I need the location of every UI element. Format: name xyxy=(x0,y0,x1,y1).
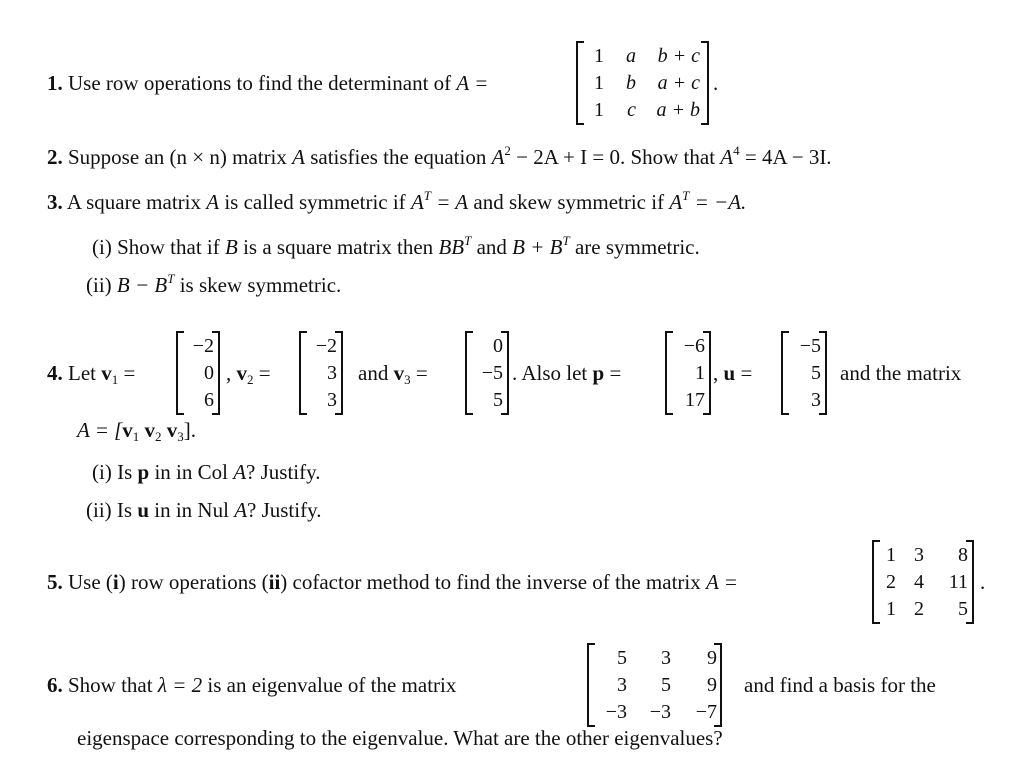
vector-u-symbol: u xyxy=(723,361,736,385)
question-2-eq2-exponent: 4 xyxy=(733,143,740,158)
vector-symbol: v xyxy=(144,418,156,442)
vector-entry: −5 xyxy=(481,362,503,384)
question-2-matrix-symbol: A xyxy=(292,145,305,169)
question-6-text-2: is an eigenvalue of the matrix xyxy=(207,673,457,697)
matrix-cell: 1 xyxy=(594,99,604,121)
question-4-v2-label xyxy=(226,361,271,385)
vector-entry: −5 xyxy=(799,335,821,357)
question-3-cond2-base: A xyxy=(669,190,683,214)
method-label-ii: ii xyxy=(268,570,281,594)
question-4-ii-text-2: in in Nul xyxy=(154,498,229,522)
question-3-part-ii xyxy=(86,273,341,297)
matrix-cell: 5 xyxy=(617,647,627,669)
vector-entry: 6 xyxy=(204,389,214,411)
matrix-a-symbol: A xyxy=(234,498,248,522)
vector-entry: −2 xyxy=(192,335,214,357)
equals-sign: = xyxy=(415,361,428,385)
vector-p-symbol: p xyxy=(137,460,150,484)
question-2-eq1-rest: − 2A + I = 0. xyxy=(510,145,626,169)
question-3-text-3: and skew symmetric if xyxy=(473,190,665,214)
question-3-i-expr-1: BB xyxy=(438,235,465,259)
question-3-cond1-rest: = A xyxy=(431,190,469,214)
question-4-part-i xyxy=(92,460,321,484)
vector-entry: 1 xyxy=(695,362,705,384)
question-3-number: 3. xyxy=(47,190,63,214)
question-5-lhs: A = xyxy=(706,570,738,594)
question-6-text-1: Show that xyxy=(68,673,153,697)
vector-entry: 5 xyxy=(811,362,821,384)
vector-entry: 3 xyxy=(327,362,337,384)
vector-symbol: v xyxy=(393,361,405,385)
vector-entry: 0 xyxy=(493,335,503,357)
matrix-cell: 3 xyxy=(661,647,671,669)
question-5-text-3: ) cofactor method to find the inverse of the matrix xyxy=(280,570,701,594)
vector-symbol: v xyxy=(166,418,178,442)
method-label-i: i xyxy=(112,570,119,594)
vector-u-symbol: u xyxy=(137,498,150,522)
question-3-i-text-3: and xyxy=(476,235,507,259)
matrix-cell: 1 xyxy=(886,544,896,566)
comma: , xyxy=(226,361,232,385)
question-3-cond2-rest: = −A. xyxy=(689,190,747,214)
question-2-eq2-rest: = 4A − 3I. xyxy=(739,145,832,169)
question-3-ii-text: is skew symmetric. xyxy=(179,273,342,297)
part-label: (i) xyxy=(92,460,112,484)
question-3-matrix-symbol: A xyxy=(206,190,220,214)
vector-subscript: 2 xyxy=(247,372,254,387)
vector-subscript: 3 xyxy=(177,429,184,444)
transpose-mark: T xyxy=(464,233,472,248)
matrix-cell: −7 xyxy=(695,701,717,723)
matrix-cell: 1 xyxy=(594,45,604,67)
vector-subscript: 2 xyxy=(155,429,162,444)
equals-sign: = xyxy=(123,361,136,385)
matrix-cell: 8 xyxy=(958,544,968,566)
question-4-matrix-definition xyxy=(77,418,196,442)
question-4-p-label xyxy=(512,361,621,385)
question-2-eq2-base: A xyxy=(720,145,734,169)
question-1 xyxy=(47,71,488,95)
question-3-ii-expr: B − B xyxy=(116,273,168,297)
vector-entry: 3 xyxy=(811,389,821,411)
matrix-cell: b xyxy=(626,72,636,94)
part-label: (i) xyxy=(92,235,112,259)
equals-sign: = xyxy=(609,361,622,385)
question-2-number: 2. xyxy=(47,145,63,169)
question-3-i-text-4: are symmetric. xyxy=(574,235,700,259)
question-4-ii-text-1: Is xyxy=(116,498,133,522)
matrix-a-def-close: ]. xyxy=(183,418,197,442)
vector-p-symbol: p xyxy=(592,361,605,385)
question-6-matrix xyxy=(587,643,722,727)
vector-entry: 3 xyxy=(327,389,337,411)
question-3-cond1-base: A xyxy=(410,190,424,214)
question-6-number: 6. xyxy=(47,673,63,697)
question-2-text-1: Suppose an (n × n) matrix xyxy=(68,145,287,169)
matrix-a-def-open: A = [ xyxy=(77,418,123,442)
matrix-cell: −3 xyxy=(605,701,627,723)
vector-subscript: 1 xyxy=(132,429,140,444)
question-4-lead xyxy=(47,361,135,385)
question-5-text-1: Use ( xyxy=(68,570,113,594)
matrix-cell: a + b xyxy=(656,99,700,121)
question-1-lhs: A = xyxy=(456,71,489,95)
also-let-text: . Also let xyxy=(512,361,588,385)
vector-subscript: 3 xyxy=(404,372,411,387)
question-3-text-2: is called symmetric if xyxy=(224,190,406,214)
matrix-cell: 4 xyxy=(914,571,924,593)
part-label: (ii) xyxy=(86,273,112,297)
vector-entry: −2 xyxy=(315,335,337,357)
question-2-text-2: satisfies the equation xyxy=(310,145,487,169)
question-6-text-3: and find a basis for the xyxy=(744,673,936,697)
vector-symbol: v xyxy=(101,361,112,385)
question-2-eq1-base: A xyxy=(491,145,505,169)
vector-entry: 17 xyxy=(685,389,705,411)
question-2 xyxy=(47,145,832,169)
and-text: and xyxy=(358,361,389,385)
transpose-mark: T xyxy=(167,271,175,286)
question-5-matrix xyxy=(872,540,974,624)
question-1-number: 1. xyxy=(47,71,63,95)
matrix-cell: a + c xyxy=(657,72,700,94)
part-label: (ii) xyxy=(86,498,112,522)
matrix-cell: c xyxy=(627,99,636,121)
question-4-i-text-3: ? Justify. xyxy=(246,460,321,484)
vector-v3 xyxy=(465,331,509,415)
vector-subscript: 1 xyxy=(111,372,119,387)
question-4-and-matrix: and the matrix xyxy=(840,361,962,385)
question-3-i-text-2: is a square matrix then xyxy=(243,235,434,259)
vector-v1 xyxy=(176,331,220,415)
matrix-cell: b + c xyxy=(657,45,700,67)
question-4-u-label xyxy=(713,361,752,385)
question-3-i-b: B xyxy=(225,235,238,259)
matrix-cell: 2 xyxy=(914,598,924,620)
matrix-cell: 2 xyxy=(886,571,896,593)
transpose-mark: T xyxy=(682,188,690,203)
matrix-cell: 5 xyxy=(661,674,671,696)
vector-entry: 5 xyxy=(493,389,503,411)
vector-v2 xyxy=(299,331,343,415)
vector-symbol: v xyxy=(236,361,247,385)
question-1-text: Use row operations to find the determinant of xyxy=(68,71,452,95)
question-4-ii-text-3: ? Justify. xyxy=(247,498,322,522)
question-5-period: . xyxy=(980,570,986,594)
vector-u xyxy=(781,331,827,415)
question-4-number: 4. xyxy=(47,361,63,385)
question-5-text-2: ) row operations ( xyxy=(118,570,269,594)
question-3-i-text-1: Show that if xyxy=(117,235,220,259)
question-4-v3-label xyxy=(358,361,428,385)
question-5-number: 5. xyxy=(47,570,63,594)
question-4-i-text-1: Is xyxy=(117,460,133,484)
matrix-cell: 11 xyxy=(948,571,968,593)
matrix-cell: −3 xyxy=(649,701,671,723)
vector-entry: 0 xyxy=(204,362,214,384)
matrix-cell: 9 xyxy=(707,674,717,696)
question-3-i-expr-2: B + B xyxy=(512,235,563,259)
equals-sign: = xyxy=(740,361,753,385)
matrix-cell: a xyxy=(626,45,636,67)
vector-entry: −6 xyxy=(683,335,705,357)
question-3 xyxy=(47,190,746,214)
transpose-mark: T xyxy=(562,233,570,248)
question-2-text-3: Show that xyxy=(630,145,716,169)
question-6 xyxy=(47,673,456,697)
question-6-line-2: eigenspace corresponding to the eigenvalue. What are the other eigenvalues? xyxy=(77,726,723,750)
question-1-period: . xyxy=(713,71,719,95)
matrix-cell: 3 xyxy=(914,544,924,566)
matrix-cell: 1 xyxy=(594,72,604,94)
question-4-i-text-2: in in Col xyxy=(154,460,228,484)
question-3-text-1: A square matrix xyxy=(66,190,201,214)
matrix-cell: 9 xyxy=(707,647,717,669)
matrix-cell: 5 xyxy=(958,598,968,620)
eigenvalue-lambda: λ = 2 xyxy=(157,673,203,697)
matrix-cell: 3 xyxy=(617,674,627,696)
question-4-let: Let xyxy=(68,361,96,385)
vector-symbol: v xyxy=(122,418,133,442)
question-5 xyxy=(47,570,738,594)
matrix-a-symbol: A xyxy=(233,460,247,484)
comma: , xyxy=(713,361,719,385)
question-1-matrix xyxy=(576,41,709,125)
question-4-part-ii xyxy=(86,498,321,522)
vector-p xyxy=(665,331,711,415)
question-2-eq1-exponent: 2 xyxy=(504,143,511,158)
question-3-part-i xyxy=(92,235,700,259)
matrix-cell: 1 xyxy=(886,598,896,620)
transpose-mark: T xyxy=(423,188,431,203)
equals-sign: = xyxy=(258,361,271,385)
